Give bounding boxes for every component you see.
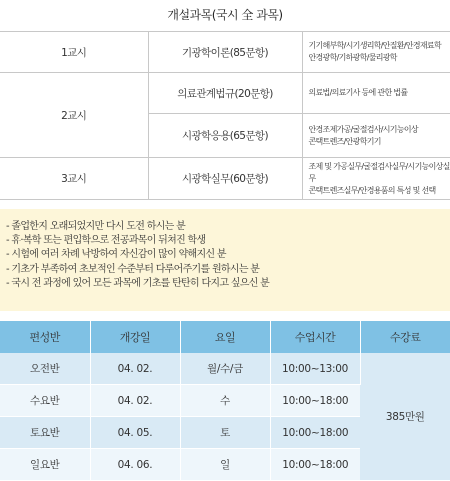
header-time: 수업시간 [270,321,360,353]
target-audience-box [0,209,450,311]
audience-list [6,220,450,291]
course-row [0,32,450,73]
days-cell: 일 [180,449,270,481]
days-cell: 수 [180,385,270,417]
course-table [0,31,450,200]
days-cell: 월/수/금 [180,353,270,385]
time-cell: 10:00~13:00 [270,353,360,385]
time-cell: 10:00~18:00 [270,385,360,417]
detail-line: 안경조제가공/굴절검사/시기능이상 [309,124,450,136]
header-start-date: 개강일 [90,321,180,353]
course-row [0,158,450,200]
audience-item: - 졸업한지 오래되었지만 다시 도전 하시는 분 [6,220,450,234]
period-cell: 2교시 [0,73,148,158]
class-cell: 일요반 [0,449,90,481]
time-cell: 10:00~18:00 [270,449,360,481]
header-days: 요일 [180,321,270,353]
course-row [0,73,450,114]
class-cell: 수요반 [0,385,90,417]
header-fee: 수강료 [360,321,450,353]
class-cell: 토요반 [0,417,90,449]
detail-line: 조제 및 가공실무/굴절검사실무/시기능이상실무 [309,161,450,185]
schedule-header-row [0,321,450,353]
period-cell: 3교시 [0,158,148,200]
subject-details [302,32,450,73]
start-date-cell: 04. 06. [90,449,180,481]
fee-cell: 385만원 [360,353,450,481]
detail-line: 기기해부학/시기생리학/안질환/안경재료학 [309,40,450,52]
class-cell: 오전반 [0,353,90,385]
subject-cell: 시광학응용(65문항) [148,114,302,158]
detail-line: 안경광학/기하광학/물리광학 [309,52,450,64]
subject-cell: 기광학이론(85문항) [148,32,302,73]
detail-line: 콘택트렌즈실무/안경용품의 특성 및 선택 [309,185,450,197]
page-title: 개설과목(국시 全 과목) [0,6,450,23]
start-date-cell: 04. 02. [90,353,180,385]
subject-cell: 의료관계법규(20문항) [148,73,302,114]
audience-item: - 시험에 여러 차례 낙방하여 자신감이 많이 약해지신 분 [6,248,450,262]
time-cell: 10:00~18:00 [270,417,360,449]
audience-item: - 국시 전 과정에 있어 모든 과목에 기초를 탄탄히 다지고 싶으신 분 [6,277,450,291]
header-class: 편성반 [0,321,90,353]
start-date-cell: 04. 05. [90,417,180,449]
subject-details [302,114,450,158]
schedule-table [0,321,450,481]
audience-item: - 기초가 부족하여 초보적인 수준부터 다루어주기를 원하시는 분 [6,263,450,277]
subject-cell: 시광학실무(60문항) [148,158,302,200]
period-cell: 1교시 [0,32,148,73]
days-cell: 토 [180,417,270,449]
detail-line: 의료법/의료기사 등에 관한 법률 [309,87,450,99]
subject-details [302,73,450,114]
start-date-cell: 04. 02. [90,385,180,417]
schedule-row [0,353,450,385]
audience-item: - 휴·복학 또는 편입학으로 전공과목이 뒤쳐진 학생 [6,234,450,248]
subject-details [302,158,450,200]
detail-line: 콘택트렌즈/안광학기기 [309,136,450,148]
